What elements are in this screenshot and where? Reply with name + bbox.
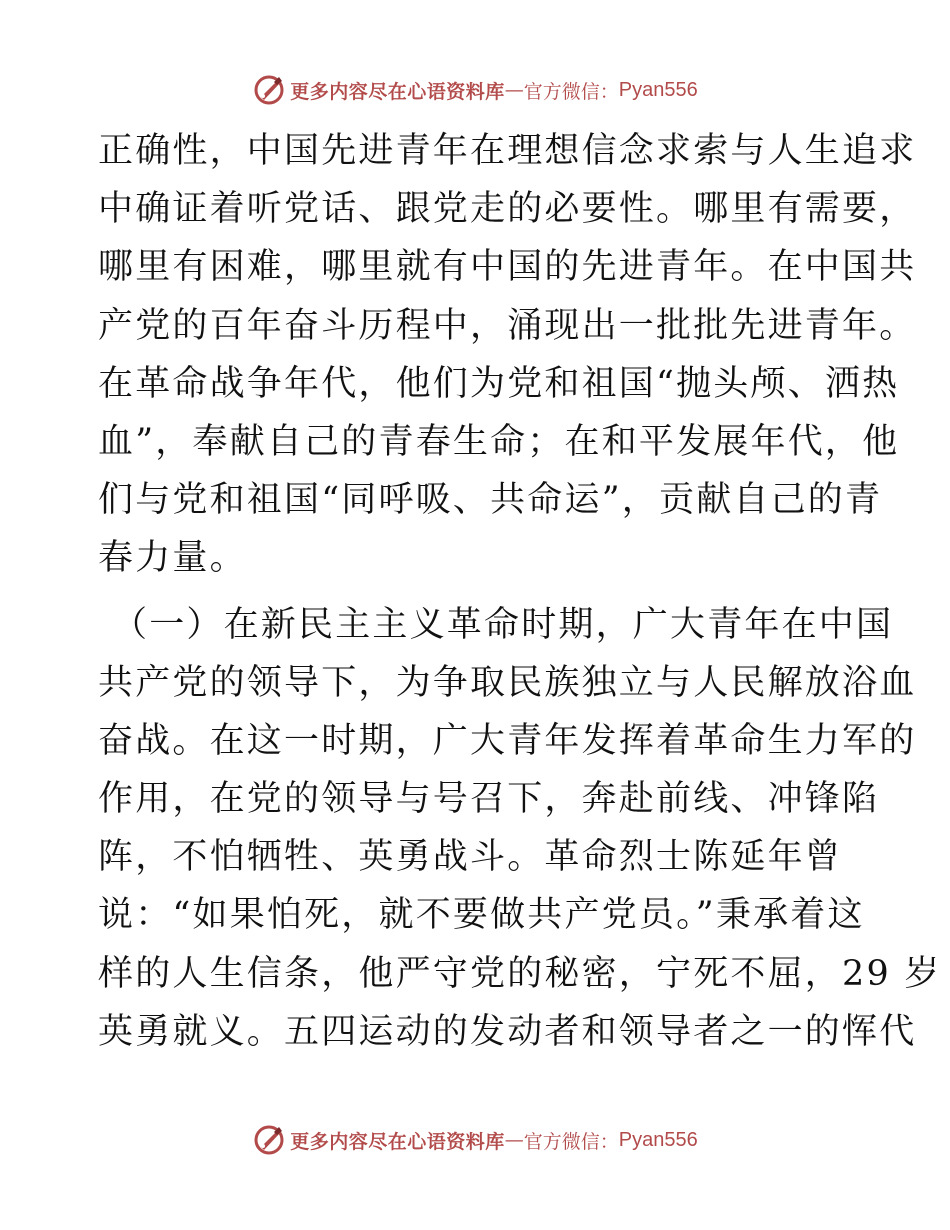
banner-wechat-id: Pyan556 — [618, 1128, 698, 1151]
text-line: 正确性，中国先进青年在理想信念求索与人生追求 — [98, 131, 917, 171]
text-line: 共产党的领导下，为争取民族独立与人民解放浴血 — [98, 662, 917, 703]
text-line: 奋战。在这一时期，广大青年发挥着革命生力军的 — [98, 720, 917, 761]
paragraph-2 — [98, 596, 942, 1062]
header-banner — [0, 70, 950, 110]
banner-wechat-label: 官方微信： — [523, 80, 619, 103]
text-line: 春力量。 — [98, 538, 247, 579]
banner-separator: — — [504, 79, 524, 101]
text-line: 中确证着听党话、跟党走的必要性。哪里有需要， — [98, 189, 917, 230]
banner-wechat-id: Pyan556 — [618, 78, 698, 101]
banner-title: 更多内容尽在心语资料库 — [290, 1130, 505, 1153]
text-line: 样的人生信条，他严守党的秘密，宁死不屈，29 岁 — [98, 953, 942, 994]
text-line: 在革命战争年代，他们为党和祖国“抛头颅、洒热 — [98, 363, 900, 404]
text-line: 说：“如果怕死，就不要做共产党员。”秉承着这 — [98, 895, 865, 936]
paragraph-1 — [98, 122, 917, 588]
banner-title: 更多内容尽在心语资料库 — [290, 80, 505, 103]
logo-icon — [252, 73, 286, 107]
banner-separator: — — [504, 1129, 524, 1151]
text-line: 阵，不怕牺牲、英勇战斗。革命烈士陈延年曾 — [98, 837, 843, 878]
banner-wechat-label: 官方微信： — [523, 1130, 619, 1153]
text-line: 作用，在党的领导与号召下，奔赴前线、冲锋陷 — [98, 779, 880, 820]
paragraph-gap — [98, 588, 858, 596]
text-line: 英勇就义。五四运动的发动者和领导者之一的恽代 — [98, 1011, 917, 1052]
text-line: 血”，奉献自己的青春生命；在和平发展年代，他 — [98, 421, 900, 462]
text-line: 产党的百年奋斗历程中，涌现出一批批先进青年。 — [98, 305, 917, 346]
logo-icon — [252, 1123, 286, 1157]
text-line: 哪里有困难，哪里就有中国的先进青年。在中国共 — [98, 247, 917, 288]
text-line: 们与党和祖国“同呼吸、共命运”，贡献自己的青 — [98, 480, 883, 521]
footer-banner — [0, 1120, 950, 1160]
document-body — [98, 122, 942, 1061]
text-line: （一）在新民主主义革命时期，广大青年在中国 — [112, 604, 894, 645]
